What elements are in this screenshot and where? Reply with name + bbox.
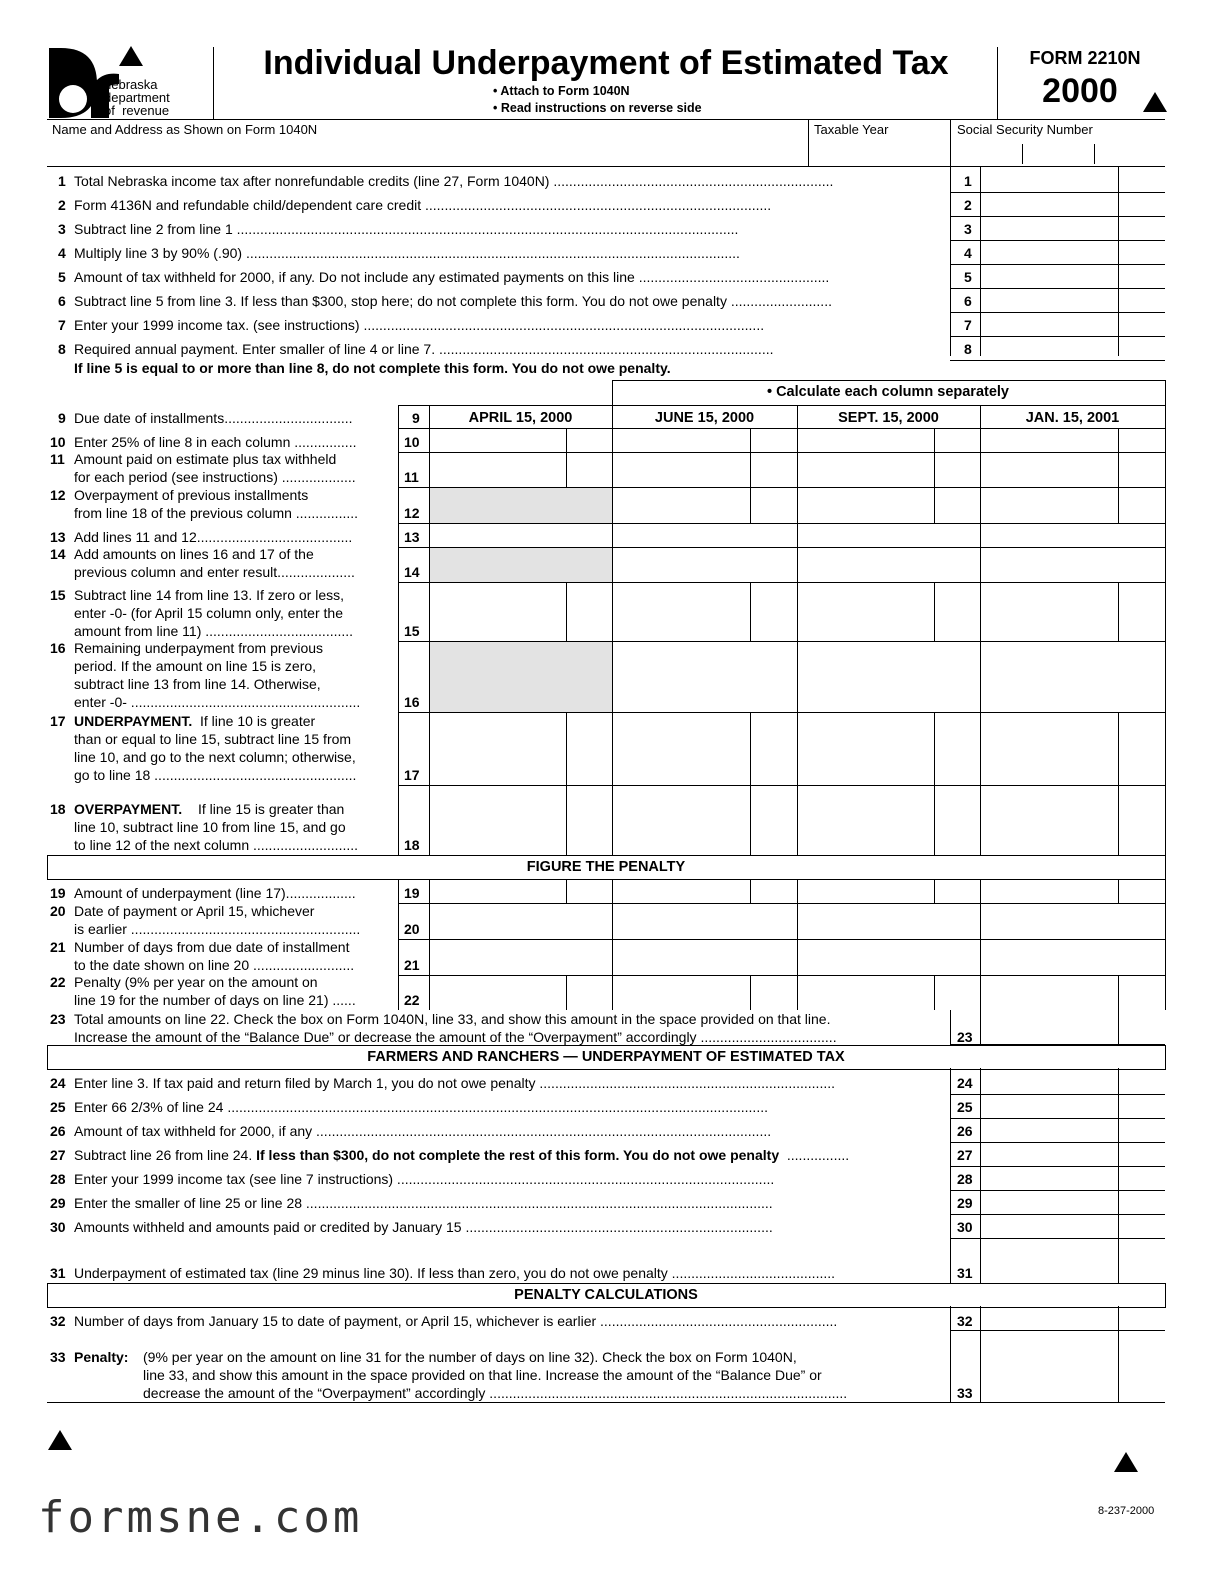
line-1-amount[interactable] — [982, 170, 1116, 191]
form-number: FORM 2210N — [1029, 48, 1141, 68]
bottom-left-triangle-icon — [48, 1430, 72, 1450]
corner-triangle-icon — [1143, 92, 1167, 112]
line-19-col-3-amount[interactable] — [799, 881, 932, 901]
penalty-calc-title: PENALTY CALCULATIONS — [514, 1287, 698, 1303]
line-10-col-2-amount[interactable] — [614, 430, 748, 450]
form-code: 8-237-2000 — [1098, 1505, 1155, 1517]
line-25-text-main: Enter 66 2/3% of line 24 ........................................................................................................................................... — [74, 1099, 768, 1115]
line-24-amount[interactable] — [982, 1072, 1116, 1093]
stop-note: If line 5 is equal to or more than line 8, do not complete this form. You do not owe penalty. — [74, 360, 671, 376]
line-5-text: Amount of tax withheld for 2000, if any. Do not include any estimated payments on this line ................................................. — [74, 269, 830, 285]
line-33-box-number: 33 — [957, 1385, 973, 1401]
line-33-label: Penalty: — [74, 1349, 129, 1365]
line-11-text-2: for each period (see instructions) ................... — [74, 469, 356, 485]
line-15-col-1-amount[interactable] — [431, 619, 564, 639]
line-24-text-main: Enter line 3. If tax paid and return filed by March 1, you do not owe penalty ............................................................................ — [74, 1075, 835, 1091]
line-32-box-number: 32 — [957, 1313, 973, 1329]
line-13-col-4-amount[interactable] — [982, 525, 1116, 545]
line-15-number: 15 — [50, 587, 66, 603]
line-19-col-1-amount[interactable] — [431, 881, 564, 901]
line-15-col-4-amount[interactable] — [982, 619, 1116, 639]
line-30-text-main: Amounts withheld and amounts paid or credited by January 15 ............................................................................... — [74, 1219, 773, 1235]
line-18-text-1: If line 15 is greater than — [198, 801, 345, 817]
line-7-box-number: 7 — [964, 317, 972, 333]
line-26-text — [74, 1122, 942, 1140]
line-12-text-2: from line 18 of the previous column ................ — [74, 505, 359, 521]
line-16-col-3-amount[interactable] — [799, 690, 932, 710]
line-18-text-3: to line 12 of the next column ........................... — [74, 837, 359, 853]
line-20-col-3-amount[interactable] — [799, 917, 932, 937]
line-4-text: Multiply line 3 by 90% (.90) ............................................................................................................................... — [74, 245, 740, 261]
line-15-col-2-amount[interactable] — [614, 619, 748, 639]
line-24-box-number: 24 — [957, 1075, 973, 1091]
column-header-1: APRIL 15, 2000 — [468, 410, 573, 426]
line-19-col-2-amount[interactable] — [614, 881, 748, 901]
line-28-number: 28 — [50, 1171, 66, 1187]
line-20-col-4-amount[interactable] — [982, 917, 1116, 937]
line-11-col-1-amount[interactable] — [431, 465, 564, 485]
line-18-col-2-amount[interactable] — [614, 833, 748, 853]
line-17-text-4: go to line 18 .................................................... — [74, 767, 357, 783]
line-24-text — [74, 1074, 942, 1092]
form-title: Individual Underpayment of Estimated Tax — [263, 44, 949, 82]
line-19-box-number: 19 — [404, 885, 420, 901]
line-21-text-1: Number of days from due date of installment — [74, 939, 350, 955]
line-22-col-3-amount[interactable] — [799, 988, 932, 1008]
line-18-number: 18 — [50, 801, 66, 817]
line-21-col-2-amount[interactable] — [614, 953, 748, 973]
bottom-right-triangle-icon — [1114, 1452, 1138, 1472]
line-1-box-number: 1 — [964, 173, 972, 189]
line-17-text-3: line 10, and go to the next column; otherwise, — [74, 749, 356, 765]
line-13-col-3-amount[interactable] — [799, 525, 932, 545]
line-28-text — [74, 1170, 942, 1188]
line-16-text-2: period. If the amount on line 15 is zero, — [74, 658, 317, 674]
line-20-text-1: Date of payment or April 15, whichever — [74, 903, 315, 919]
watermark: formsne.com — [38, 1492, 363, 1543]
line-20-number: 20 — [50, 903, 66, 919]
line-13-box-number: 13 — [404, 529, 420, 545]
line-29-number: 29 — [50, 1195, 66, 1211]
line-16-number: 16 — [50, 640, 66, 656]
line-16-text-1: Remaining underpayment from previous — [74, 640, 324, 656]
line-19-text-1: Amount of underpayment (line 17).................. — [74, 885, 356, 901]
line-7-number: 7 — [58, 317, 66, 333]
line-33-text-1: (9% per year on the amount on line 31 for the number of days on line 32). Check the box on Form 1040N, — [143, 1349, 797, 1365]
line-18-col-3-amount[interactable] — [799, 833, 932, 853]
column-header-2: JUNE 15, 2000 — [654, 410, 755, 426]
line-6-text: Subtract line 5 from line 3. If less than $300, stop here; do not complete this form. You do not owe penalty .......................... — [74, 293, 832, 309]
line-15-text-1: Subtract line 14 from line 13. If zero or less, — [74, 587, 345, 603]
line-24-number: 24 — [50, 1075, 66, 1091]
ssn-label: Social Security Number — [957, 122, 1093, 137]
line-1-text: Total Nebraska income tax after nonrefundable credits (line 27, Form 1040N) ........................................................................ — [74, 173, 834, 189]
calc-note: • Calculate each column separately — [766, 384, 1009, 400]
line-27-text — [74, 1146, 942, 1164]
line-16-text-3: subtract line 13 from line 14. Otherwise, — [74, 676, 321, 692]
line-8-text: Required annual payment. Enter smaller of line 4 or line 7. ...................................................................................... — [74, 341, 774, 357]
line-15-box-number: 15 — [404, 623, 420, 639]
line-4-amount[interactable] — [982, 242, 1116, 263]
line-33-text-2: line 33, and show this amount in the space provided on that line. Increase the amount of the “Balance Due” or — [143, 1367, 822, 1383]
line-3-number: 3 — [58, 221, 66, 237]
line-31-box-number: 31 — [957, 1265, 973, 1281]
line-17-col-2-amount[interactable] — [614, 763, 748, 783]
line-32-number: 32 — [50, 1313, 66, 1329]
line-9-text-1: Due date of installments................................. — [74, 410, 353, 426]
line-1-number: 1 — [58, 173, 66, 189]
subtitle-attach: • Attach to Form 1040N — [493, 84, 630, 98]
line-28-box-number: 28 — [957, 1171, 973, 1187]
line-13-number: 13 — [50, 529, 66, 545]
line-11-col-2-amount[interactable] — [614, 465, 748, 485]
line-19-col-4-amount[interactable] — [982, 881, 1116, 901]
line-13-col-2-amount[interactable] — [614, 525, 748, 545]
line-12-number: 12 — [50, 487, 66, 503]
subtitle-instructions: • Read instructions on reverse side — [493, 101, 702, 115]
name-address-label: Name and Address as Shown on Form 1040N — [52, 122, 318, 137]
taxable-year-label: Taxable Year — [814, 122, 889, 137]
line-10-box-number: 10 — [404, 434, 420, 450]
line-5-box-number: 5 — [964, 269, 972, 285]
line-8-box-number: 8 — [964, 341, 972, 357]
ssn-field[interactable] — [955, 142, 1160, 164]
line-28-text-main: Enter your 1999 income tax (see line 7 instructions) ................................................................................................. — [74, 1171, 775, 1187]
line-5-amount[interactable] — [982, 266, 1116, 287]
line-31-amount[interactable] — [982, 1258, 1116, 1280]
line-3-amount[interactable] — [982, 218, 1116, 239]
column-header-3: SEPT. 15, 2000 — [838, 410, 939, 426]
line-10-number: 10 — [50, 434, 66, 450]
line-20-col-2-amount[interactable] — [614, 917, 748, 937]
line-7-text: Enter your 1999 income tax. (see instructions) ....................................................................................................... — [74, 317, 765, 333]
line-11-number: 11 — [50, 451, 65, 467]
line-20-box-number: 20 — [404, 921, 420, 937]
line-13-text-1: Add lines 11 and 12........................................ — [74, 529, 353, 545]
line-21-col-1-amount[interactable] — [431, 953, 564, 973]
line-29-text — [74, 1194, 942, 1212]
line-23-text-2: Increase the amount of the “Balance Due” or decrease the amount of the “Overpayment” accordingly ................................... — [74, 1029, 837, 1045]
line-22-col-1-amount[interactable] — [431, 988, 564, 1008]
line-18-box-number: 18 — [404, 837, 420, 853]
line-23-box-number: 23 — [957, 1029, 973, 1045]
line-18-col-1-amount[interactable] — [431, 833, 564, 853]
line-8-number: 8 — [58, 341, 66, 357]
line-9-number: 9 — [58, 410, 66, 426]
line-28-amount[interactable] — [982, 1168, 1116, 1189]
line-26-box-number: 26 — [957, 1123, 973, 1139]
line-11-box-number: 11 — [404, 469, 419, 485]
line-26-number: 26 — [50, 1123, 66, 1139]
line-23-number: 23 — [50, 1011, 66, 1027]
line-10-col-3-amount[interactable] — [799, 430, 932, 450]
line-14-text-1: Add amounts on lines 16 and 17 of the — [74, 546, 314, 562]
line-14-col-4-amount[interactable] — [982, 560, 1116, 580]
line-21-box-number: 21 — [404, 957, 420, 973]
line-14-number: 14 — [50, 546, 66, 562]
line-16-col-4-amount[interactable] — [982, 690, 1116, 710]
line-30-box-number: 30 — [957, 1219, 973, 1235]
line-17-box-number: 17 — [404, 767, 420, 783]
logo-line-2: department — [104, 90, 170, 105]
line-4-box-number: 4 — [964, 245, 972, 261]
line-13-col-1-amount[interactable] — [431, 525, 564, 545]
line-3-box-number: 3 — [964, 221, 972, 237]
line-25-amount[interactable] — [982, 1096, 1116, 1117]
line-22-text-2: line 19 for the number of days on line 21) ...... — [74, 992, 356, 1008]
line-21-col-4-amount[interactable] — [982, 953, 1116, 973]
line-6-number: 6 — [58, 293, 66, 309]
line-7-amount[interactable] — [982, 314, 1116, 335]
line-15-text-3: amount from line 11) ...................................... — [74, 623, 354, 639]
line-14-col-3-amount[interactable] — [799, 560, 932, 580]
line-27-amount[interactable] — [982, 1144, 1116, 1165]
line-17-text-1: If line 10 is greater — [200, 713, 316, 729]
line-14-box-number: 14 — [404, 564, 420, 580]
line-2-number: 2 — [58, 197, 66, 213]
line-22-col-4-amount[interactable] — [982, 988, 1116, 1008]
logo-line-3: of revenue — [104, 103, 170, 118]
line-11-col-3-amount[interactable] — [799, 465, 932, 485]
line-21-text-2: to the date shown on line 20 .......................... — [74, 957, 355, 973]
line-16-text-4: enter -0- ........................................................... — [74, 694, 361, 710]
line-27-box-number: 27 — [957, 1147, 973, 1163]
line-12-text-1: Overpayment of previous installments — [74, 487, 309, 503]
line-30-amount[interactable] — [982, 1216, 1116, 1237]
line-11-col-4-amount[interactable] — [982, 465, 1116, 485]
farmers-title: FARMERS AND RANCHERS — UNDERPAYMENT OF ESTIMATED TAX — [367, 1049, 845, 1065]
line-9-box-number: 9 — [412, 410, 420, 426]
line-29-box-number: 29 — [957, 1195, 973, 1211]
line-14-col-2-amount[interactable] — [614, 560, 748, 580]
line-6-amount[interactable] — [982, 290, 1116, 311]
line-12-col-3-amount[interactable] — [799, 501, 932, 521]
line-33-number: 33 — [50, 1349, 66, 1365]
figure-penalty-title: FIGURE THE PENALTY — [526, 859, 686, 875]
line-25-number: 25 — [50, 1099, 66, 1115]
line-27-text-tail: ................ — [779, 1147, 850, 1163]
line-3-text: Subtract line 2 from line 1 ................................................................................................................................. — [74, 221, 739, 237]
line-11-text-1: Amount paid on estimate plus tax withheld — [74, 451, 337, 467]
logo-text — [104, 78, 170, 117]
line-2-box-number: 2 — [964, 197, 972, 213]
line-17-number: 17 — [50, 713, 66, 729]
line-2-amount[interactable] — [982, 194, 1116, 215]
line-26-amount[interactable] — [982, 1120, 1116, 1141]
line-18-col-4-amount[interactable] — [982, 833, 1116, 853]
line-10-col-4-amount[interactable] — [982, 430, 1116, 450]
line-33-text-3: decrease the amount of the “Overpayment” accordingly ............................................................................................ — [143, 1385, 848, 1401]
line-26-text-main: Amount of tax withheld for 2000, if any ..................................................................................................................... — [74, 1123, 772, 1139]
line-15-col-3-amount[interactable] — [799, 619, 932, 639]
line-25-text — [74, 1098, 942, 1116]
column-header-4: JAN. 15, 2001 — [1025, 410, 1120, 426]
line-27-number: 27 — [50, 1147, 66, 1163]
line-17-col-4-amount[interactable] — [982, 763, 1116, 783]
line-22-box-number: 22 — [404, 992, 420, 1008]
line-27-text-bold: If less than $300, do not complete the rest of this form. You do not owe penalty — [256, 1147, 780, 1163]
line-17-heading: UNDERPAYMENT. — [74, 713, 193, 729]
line-19-number: 19 — [50, 885, 66, 901]
line-32-amount[interactable] — [982, 1308, 1116, 1329]
line-30-number: 30 — [50, 1219, 66, 1235]
line-8-amount[interactable] — [982, 338, 1116, 359]
line-22-number: 22 — [50, 974, 66, 990]
line-12-box-number: 12 — [404, 505, 420, 521]
taxable-year-field[interactable] — [810, 140, 948, 164]
form-year: 2000 — [1042, 72, 1118, 110]
line-17-col-3-amount[interactable] — [799, 763, 932, 783]
line-14-text-2: previous column and enter result.................... — [74, 564, 355, 580]
line-17-text-2: than or equal to line 15, subtract line 15 from — [74, 731, 352, 747]
line-23-amount[interactable] — [982, 1022, 1116, 1044]
line-15-text-2: enter -0- (for April 15 column only, enter the — [74, 605, 343, 621]
line-32-text: Number of days from January 15 to date of payment, or April 15, whichever is earlier ............................................................. — [74, 1313, 838, 1329]
line-33-amount[interactable] — [982, 1376, 1116, 1400]
line-31-number: 31 — [50, 1265, 66, 1281]
line-20-text-2: is earlier ........................................................... — [74, 921, 361, 937]
line-20-col-1-amount[interactable] — [431, 917, 564, 937]
line-30-text — [74, 1218, 942, 1236]
line-29-amount[interactable] — [982, 1192, 1116, 1213]
line-6-box-number: 6 — [964, 293, 972, 309]
line-16-col-2-amount[interactable] — [614, 690, 748, 710]
line-21-number: 21 — [50, 939, 66, 955]
line-23-text-1: Total amounts on line 22. Check the box on Form 1040N, line 33, and show this amount in the space provided on that line. — [74, 1011, 831, 1027]
line-10-col-1-amount[interactable] — [431, 430, 564, 450]
line-5-number: 5 — [58, 269, 66, 285]
line-12-col-4-amount[interactable] — [982, 501, 1116, 521]
line-2-text: Form 4136N and refundable child/dependent care credit ......................................................................................... — [74, 197, 772, 213]
line-10-text-1: Enter 25% of line 8 in each column ................ — [74, 434, 357, 450]
name-address-field[interactable] — [50, 140, 805, 164]
line-31-text: Underpayment of estimated tax (line 29 minus line 30). If less than zero, you do not owe penalty .......................................... — [74, 1265, 836, 1281]
line-4-number: 4 — [58, 245, 66, 261]
line-17-col-1-amount[interactable] — [431, 763, 564, 783]
line-25-box-number: 25 — [957, 1099, 973, 1115]
logo-line-1: nebraska — [104, 77, 158, 92]
line-27-text-main: Subtract line 26 from line 24. — [74, 1147, 257, 1163]
line-22-col-2-amount[interactable] — [614, 988, 748, 1008]
line-18-heading: OVERPAYMENT. — [74, 801, 183, 817]
line-18-text-2: line 10, subtract line 10 from line 15, and go — [74, 819, 346, 835]
line-22-text-1: Penalty (9% per year on the amount on — [74, 974, 318, 990]
line-16-box-number: 16 — [404, 694, 420, 710]
line-21-col-3-amount[interactable] — [799, 953, 932, 973]
line-29-text-main: Enter the smaller of line 25 or line 28 ........................................................................................................................ — [74, 1195, 773, 1211]
line-12-col-2-amount[interactable] — [614, 501, 748, 521]
